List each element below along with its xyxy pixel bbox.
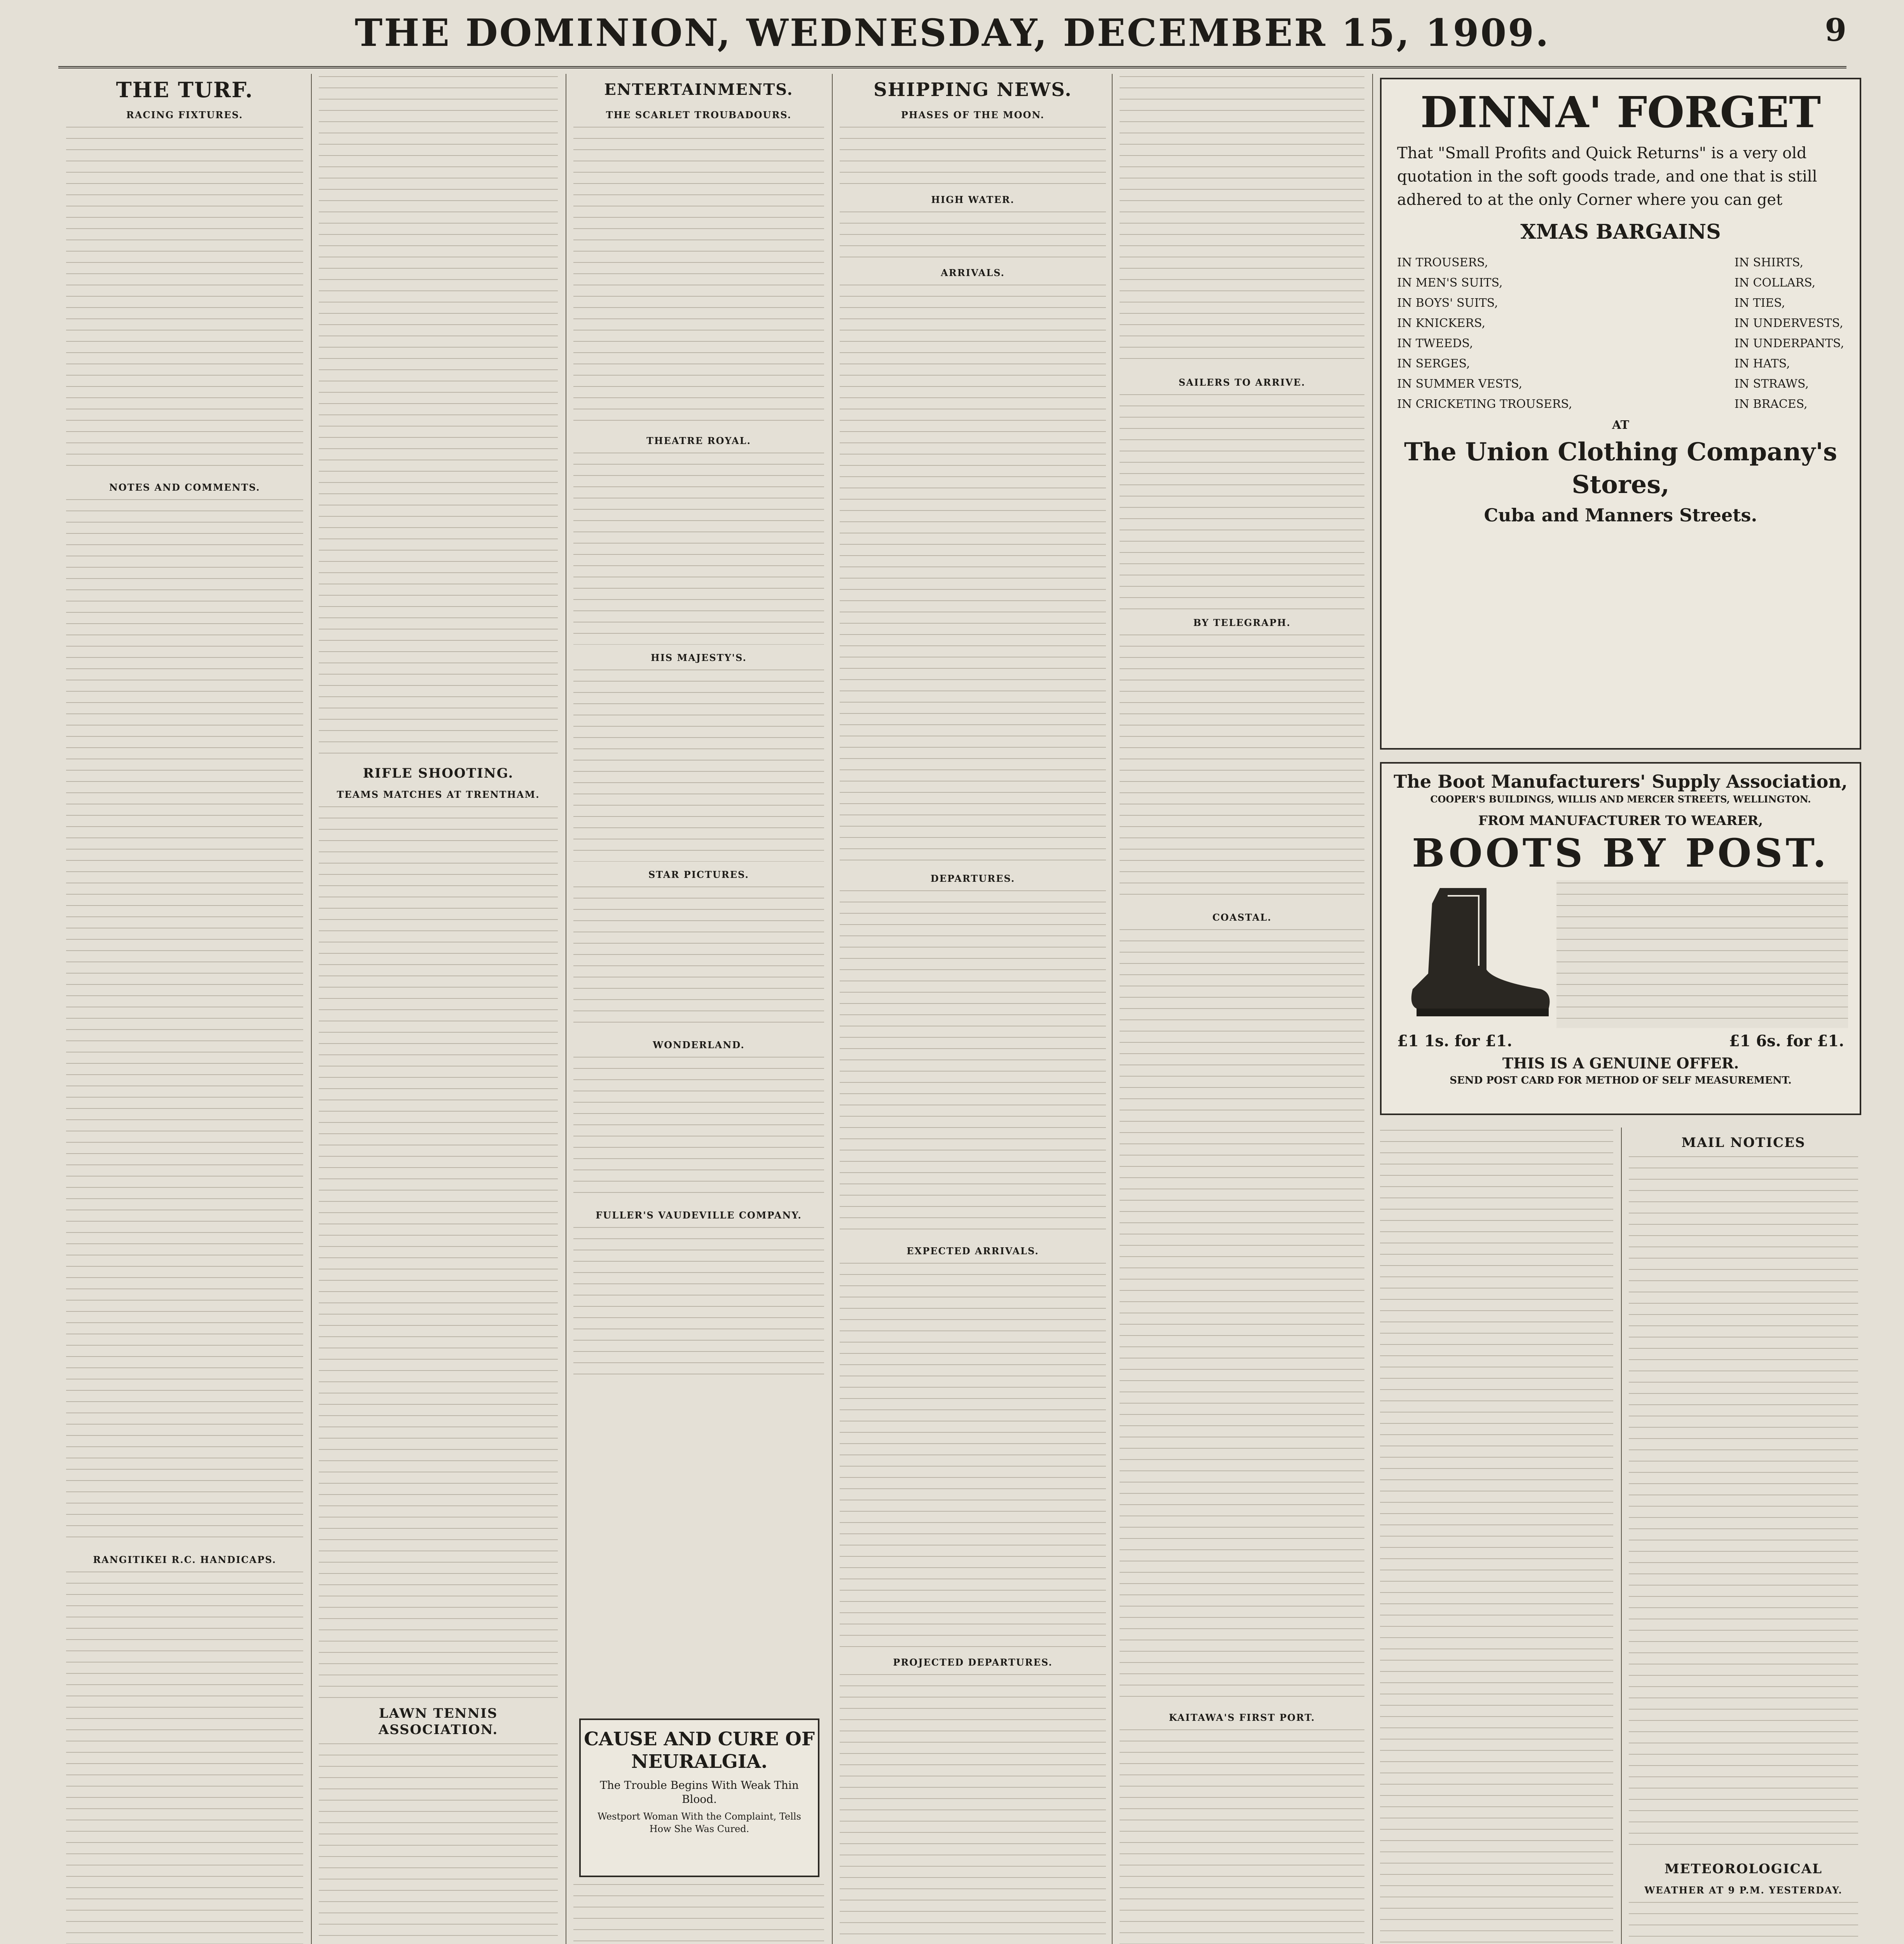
dinna-store: The Union Clothing Company's Stores, [1404, 437, 1838, 499]
subheading: THEATRE ROYAL. [646, 435, 751, 446]
subheading: KAITAWA'S FIRST PORT. [1169, 1712, 1315, 1723]
subheading: HIGH WATER. [931, 194, 1015, 205]
text-block [66, 124, 303, 474]
text-block [573, 1054, 824, 1202]
column-rule [1112, 74, 1113, 1944]
masthead-title: THE DOMINION, WEDNESDAY, DECEMBER 15, 1909. [355, 11, 1550, 55]
subheading: RACING FIXTURES. [126, 109, 243, 121]
neuralgia-sub2: Westport Woman With the Complaint, Tells How She Was Cured. [597, 1811, 801, 1834]
list-item: IN TWEEDS, [1397, 337, 1473, 350]
column-turf [66, 74, 303, 1944]
page-number: 9 [1825, 12, 1846, 48]
list-item: IN TIES, [1734, 296, 1785, 310]
subheading: PHASES OF THE MOON. [901, 109, 1045, 121]
boots-send: SEND POST CARD FOR METHOD OF SELF MEASUREMENT. [1450, 1075, 1792, 1086]
boots-ad [1380, 762, 1861, 1115]
dinna-address: Cuba and Manners Streets. [1484, 505, 1757, 526]
list-item: IN KNICKERS, [1397, 316, 1486, 330]
list-item: IN TROUSERS, [1397, 256, 1488, 269]
column-general [1380, 1128, 1613, 1944]
list-item: IN SERGES, [1397, 357, 1470, 371]
subheading: MAIL NOTICES [1681, 1135, 1806, 1150]
neuralgia-ad [579, 1718, 819, 1877]
neuralgia-text [573, 1882, 824, 1944]
list-item: IN SHIRTS, [1734, 256, 1804, 269]
boots-headline: BOOTS BY POST. [1412, 830, 1829, 876]
dinna-left-list [1397, 253, 1572, 414]
subheading: WEATHER AT 9 P.M. YESTERDAY. [1644, 1885, 1843, 1896]
dinna-line: That "Small Profits and Quick Returns" is a very old quotation in the soft goods trade, and one that is still adhered to at the only Corner where you can get [1397, 144, 1817, 209]
subheading: DEPARTURES. [930, 873, 1015, 884]
text-block [573, 124, 824, 428]
boots-offer: THIS IS A GENUINE OFFER. [1502, 1054, 1739, 1072]
subheading: LAWN TENNIS ASSOCIATION. [378, 1706, 498, 1738]
subheading: WONDERLAND. [653, 1039, 745, 1051]
column-shipping [840, 74, 1106, 1944]
dinna-forget-ad [1380, 78, 1861, 750]
column-entertainments [573, 74, 824, 1944]
column-notices [1629, 1128, 1858, 1944]
section-heading: THE TURF. [116, 77, 253, 102]
boot-illustration-icon [1393, 880, 1556, 1028]
dinna-right-list [1735, 253, 1844, 414]
subheading: BY TELEGRAPH. [1193, 617, 1291, 628]
text-block [573, 1225, 824, 1380]
subheading: FULLER'S VAUDEVILLE COMPANY. [596, 1210, 802, 1221]
subheading: METEOROLOGICAL [1664, 1861, 1823, 1877]
column-shipping-2 [1120, 74, 1364, 1944]
boots-prices [1382, 1032, 1860, 1050]
text-block [319, 74, 558, 758]
text-block [319, 1741, 558, 1944]
section-heading: SHIPPING NEWS. [873, 79, 1072, 101]
subheading: EXPECTED ARRIVALS. [907, 1245, 1039, 1257]
subheading: HIS MAJESTY'S. [651, 652, 747, 663]
list-item: IN BRACES, [1734, 397, 1808, 411]
text-block [319, 804, 558, 1698]
subheading: ARRIVALS. [941, 267, 1005, 278]
list-item: IN MEN'S SUITS, [1397, 276, 1503, 290]
list-item: IN BOYS' SUITS, [1397, 296, 1498, 310]
subheading: COASTAL. [1212, 912, 1272, 923]
dinna-lists [1382, 245, 1860, 418]
list-item: IN COLLARS, [1734, 276, 1816, 290]
boots-title: The Boot Manufacturers' Supply Association, [1394, 771, 1848, 792]
list-item: IN CRICKETING TROUSERS, [1397, 397, 1572, 411]
text-block [573, 450, 824, 645]
subheading: SAILERS TO ARRIVE. [1178, 377, 1306, 388]
section-heading: ENTERTAINMENTS. [604, 80, 793, 99]
column-rule [1372, 74, 1373, 1944]
column-rule [832, 74, 833, 1944]
boots-address: COOPER'S BUILDINGS, WILLIS AND MERCER STREETS, WELLINGTON. [1430, 794, 1811, 805]
subheading: PROJECTED DEPARTURES. [893, 1657, 1053, 1668]
dinna-at: AT [1612, 418, 1629, 432]
neuralgia-sub: The Trouble Begins With Weak Thin Blood. [600, 1779, 799, 1806]
text-block [573, 884, 824, 1032]
boots-from: FROM MANUFACTURER TO WEARER, [1478, 813, 1763, 829]
text-block [66, 497, 303, 1547]
neuralgia-title: CAUSE AND CURE OF NEURALGIA. [584, 1728, 815, 1773]
column-rule [1621, 1128, 1622, 1944]
subheading: RIFLE SHOOTING. [363, 766, 514, 781]
subheading: THE SCARLET TROUBADOURS. [606, 109, 792, 121]
subheading: NOTES AND COMMENTS. [109, 482, 260, 493]
boots-body [1382, 876, 1860, 1032]
subheading: RANGITIKEI R.C. HANDICAPS. [93, 1554, 276, 1565]
column-rule [311, 74, 312, 1944]
list-item: IN STRAWS, [1734, 377, 1809, 391]
masthead [58, 4, 1846, 68]
boots-price-right: £1 6s. for £1. [1729, 1032, 1844, 1050]
list-item: IN SUMMER VESTS, [1397, 377, 1523, 391]
column-sport [319, 74, 558, 1944]
dinna-title: DINNA' FORGET [1420, 87, 1821, 137]
subheading: STAR PICTURES. [648, 869, 749, 880]
list-item: IN HATS, [1734, 357, 1790, 371]
subheading: TEAMS MATCHES AT TRENTHAM. [337, 789, 540, 800]
list-item: IN UNDERPANTS, [1734, 337, 1844, 350]
text-block [573, 667, 824, 862]
list-item: IN UNDERVESTS, [1734, 316, 1843, 330]
boots-price-left: £1 1s. for £1. [1397, 1032, 1513, 1050]
text-block [66, 1569, 303, 1944]
dinna-sub: XMAS BARGAINS [1520, 220, 1721, 244]
